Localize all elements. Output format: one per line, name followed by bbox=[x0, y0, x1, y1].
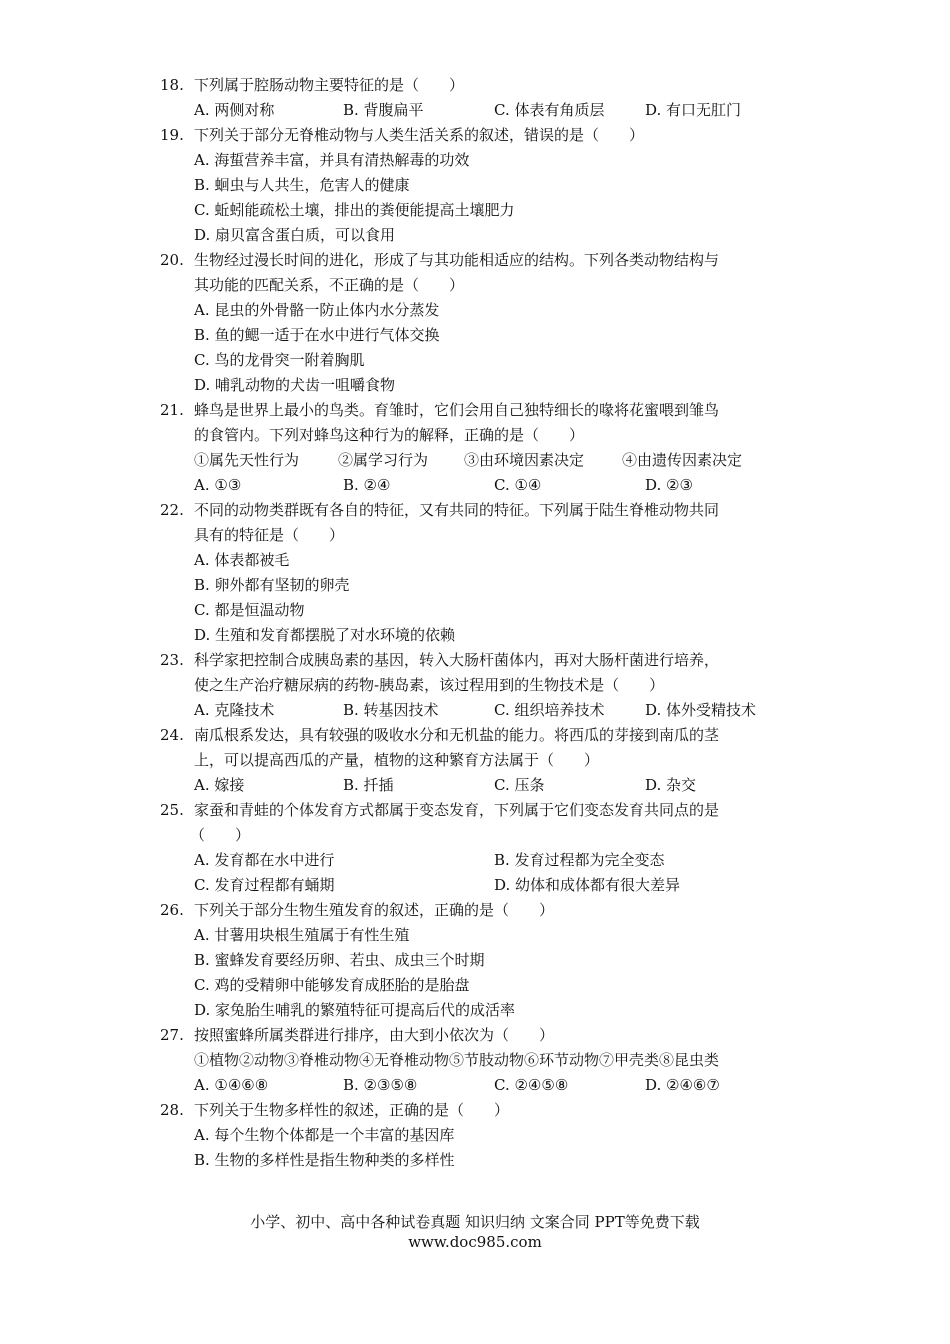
question-text-continued: 使之生产治疗糖尿病的药物-胰岛素，该过程用到的生物技术是（ ） bbox=[194, 676, 665, 694]
question-21-stem bbox=[160, 398, 719, 423]
option-d: D. 杂交 bbox=[645, 776, 697, 794]
option-a: A. 昆虫的外骨骼一防止体内水分蒸发 bbox=[194, 301, 440, 319]
footer-caption: 小学、初中、高中各种试卷真题 知识归纳 文案合同 PPT等免费下载 bbox=[250, 1213, 700, 1231]
question-text: 下列关于部分无脊椎动物与人类生活关系的叙述，错误的是（ ） bbox=[194, 126, 645, 144]
question-number: 25. bbox=[160, 801, 184, 819]
question-20-stem bbox=[160, 248, 719, 273]
question-number: 22. bbox=[160, 501, 184, 519]
option-a: A. ①④⑥⑧ bbox=[194, 1076, 269, 1094]
option-b: B. 鱼的鳃一适于在水中进行气体交换 bbox=[194, 326, 440, 344]
option-c: C. 体表有角质层 bbox=[494, 101, 605, 119]
question-text: 家蚕和青蛙的个体发育方式都属于变态发育，下列属于它们变态发育共同点的是 bbox=[194, 801, 720, 819]
statement-2: ②属学习行为 bbox=[338, 451, 429, 469]
option-d: D. 幼体和成体都有很大差异 bbox=[494, 876, 681, 894]
option-d: D. ②④⑥⑦ bbox=[645, 1076, 720, 1094]
statement-1: ①属先天性行为 bbox=[194, 451, 300, 469]
question-number: 28. bbox=[160, 1101, 184, 1119]
question-text-continued: 具有的特征是（ ） bbox=[194, 526, 345, 544]
option-b: B. 转基因技术 bbox=[343, 701, 439, 719]
option-c: C. 压条 bbox=[494, 776, 545, 794]
option-a: A. 每个生物个体都是一个丰富的基因库 bbox=[194, 1126, 455, 1144]
question-text: 科学家把控制合成胰岛素的基因，转入大肠杆菌体内，再对大肠杆菌进行培养， bbox=[194, 651, 720, 669]
option-a: A. 发育都在水中进行 bbox=[194, 851, 335, 869]
question-text: 南瓜根系发达，具有较强的吸收水分和无机盐的能力。将西瓜的芽接到南瓜的茎 bbox=[194, 726, 720, 744]
option-c: C. 都是恒温动物 bbox=[194, 601, 305, 619]
question-text-continued: 上，可以提高西瓜的产量，植物的这种繁育方法属于（ ） bbox=[194, 751, 600, 769]
option-d: D. 哺乳动物的犬齿一咀嚼食物 bbox=[194, 376, 396, 394]
option-b: B. 背腹扁平 bbox=[343, 101, 424, 119]
question-24-stem bbox=[160, 723, 719, 748]
option-c: C. 鸡的受精卵中能够发育成胚胎的是胎盘 bbox=[194, 976, 470, 994]
option-d: D. ②③ bbox=[645, 476, 693, 494]
question-number: 20. bbox=[160, 251, 184, 269]
question-26-stem bbox=[160, 898, 554, 923]
statement-3: ③由环境因素决定 bbox=[464, 451, 585, 469]
question-22-stem bbox=[160, 498, 719, 523]
question-text: 生物经过漫长时间的进化，形成了与其功能相适应的结构。下列各类动物结构与 bbox=[194, 251, 720, 269]
option-b: B. 蜜蜂发育要经历卵、若虫、成虫三个时期 bbox=[194, 951, 485, 969]
question-number: 23. bbox=[160, 651, 184, 669]
question-text-continued: ①植物②动物③脊椎动物④无脊椎动物⑤节肢动物⑥环节动物⑦甲壳类⑧昆虫类 bbox=[194, 1051, 720, 1069]
question-text: 下列关于生物多样性的叙述，正确的是（ ） bbox=[194, 1101, 510, 1119]
option-c: C. ②④⑤⑧ bbox=[494, 1076, 569, 1094]
question-number: 27. bbox=[160, 1026, 184, 1044]
question-text: 按照蜜蜂所属类群进行排序，由大到小依次为（ ） bbox=[194, 1026, 555, 1044]
option-c: C. 蚯蚓能疏松土壤，排出的粪便能提高土壤肥力 bbox=[194, 201, 515, 219]
question-text: 下列关于部分生物生殖发育的叙述，正确的是（ ） bbox=[194, 901, 555, 919]
option-b: B. 生物的多样性是指生物种类的多样性 bbox=[194, 1151, 455, 1169]
question-text-continued: 的食管内。下列对蜂鸟这种行为的解释，正确的是（ ） bbox=[194, 426, 585, 444]
option-b: B. 扦插 bbox=[343, 776, 394, 794]
option-a: A. 海蜇营养丰富，并具有清热解毒的功效 bbox=[194, 151, 470, 169]
option-d: D. 生殖和发育都摆脱了对水环境的依赖 bbox=[194, 626, 456, 644]
question-19-stem bbox=[160, 123, 644, 148]
question-25-stem bbox=[160, 798, 719, 823]
option-b: B. ②③⑤⑧ bbox=[343, 1076, 418, 1094]
option-d: D. 体外受精技术 bbox=[645, 701, 757, 719]
option-c: C. 鸟的龙骨突一附着胸肌 bbox=[194, 351, 365, 369]
footer-website-link[interactable]: www.doc985.com bbox=[408, 1233, 542, 1251]
option-a: A. ①③ bbox=[194, 476, 242, 494]
question-23-stem bbox=[160, 648, 719, 673]
question-27-stem bbox=[160, 1023, 554, 1048]
option-a: A. 甘薯用块根生殖属于有性生殖 bbox=[194, 926, 410, 944]
question-number: 21. bbox=[160, 401, 184, 419]
option-d: D. 家兔胎生哺乳的繁殖特征可提高后代的成活率 bbox=[194, 1001, 516, 1019]
question-text: 不同的动物类群既有各自的特征，又有共同的特征。下列属于陆生脊椎动物共同 bbox=[194, 501, 720, 519]
question-text: 下列属于腔肠动物主要特征的是（ ） bbox=[194, 76, 465, 94]
option-b: B. 蛔虫与人共生，危害人的健康 bbox=[194, 176, 410, 194]
question-text-continued: 其功能的匹配关系，不正确的是（ ） bbox=[194, 276, 465, 294]
question-number: 18. bbox=[160, 76, 184, 94]
option-c: C. 发育过程都有蛹期 bbox=[194, 876, 335, 894]
option-a: A. 嫁接 bbox=[194, 776, 245, 794]
option-d: D. 有口无肛门 bbox=[645, 101, 742, 119]
option-a: A. 克隆技术 bbox=[194, 701, 275, 719]
option-c: C. ①④ bbox=[494, 476, 542, 494]
question-text: 蜂鸟是世界上最小的鸟类。育雏时，它们会用自己独特细长的喙将花蜜喂到雏鸟 bbox=[194, 401, 720, 419]
option-b: B. ②④ bbox=[343, 476, 391, 494]
option-a: A. 两侧对称 bbox=[194, 101, 275, 119]
option-a: A. 体表都被毛 bbox=[194, 551, 290, 569]
question-number: 26. bbox=[160, 901, 184, 919]
question-number: 19. bbox=[160, 126, 184, 144]
question-28-stem bbox=[160, 1098, 509, 1123]
option-b: B. 卵外都有坚韧的卵壳 bbox=[194, 576, 350, 594]
statement-4: ④由遗传因素决定 bbox=[622, 451, 743, 469]
question-18-stem bbox=[160, 73, 464, 98]
question-text-continued: （ ） bbox=[190, 826, 251, 844]
question-number: 24. bbox=[160, 726, 184, 744]
option-c: C. 组织培养技术 bbox=[494, 701, 605, 719]
option-b: B. 发育过程都为完全变态 bbox=[494, 851, 665, 869]
option-d: D. 扇贝富含蛋白质，可以食用 bbox=[194, 226, 396, 244]
